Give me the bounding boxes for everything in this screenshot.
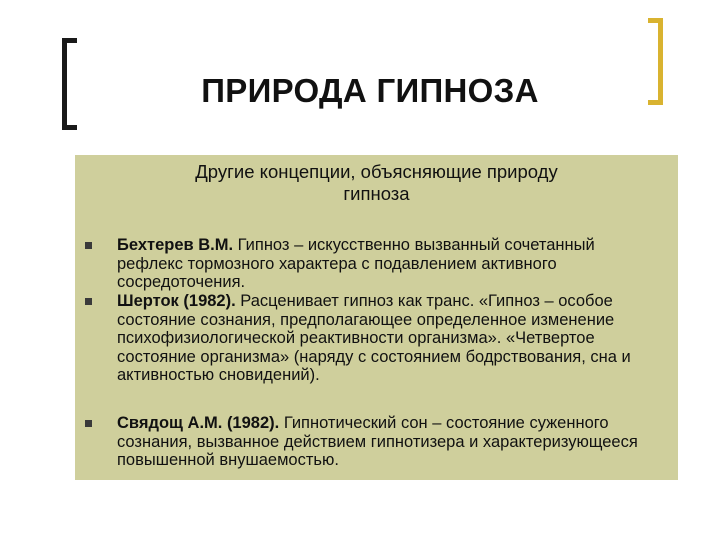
content-panel [75, 155, 678, 480]
list-item [117, 414, 665, 470]
item-author: Свядощ А.М. (1982). [117, 414, 280, 432]
list-item [117, 292, 665, 385]
left-bracket-bottom [62, 125, 77, 130]
right-bracket-top [648, 18, 663, 23]
bullet-square-icon [85, 298, 92, 305]
left-bracket-vertical [62, 38, 67, 130]
item-text: Гипноз – искусственно вызванный сочетанный рефлекс тормозного характера с подавлением активного сосредоточения. [117, 236, 595, 292]
right-bracket-bottom [648, 100, 663, 105]
left-bracket-top [62, 38, 77, 43]
bullet-square-icon [85, 242, 92, 249]
bullet-square-icon [85, 420, 92, 427]
slide-title: ПРИРОДА ГИПНОЗА [201, 72, 539, 109]
item-text: Расценивает гипноз как транс. «Гипноз – особое состояние сознания, предполагающее определенное изменение психофизиологической реактивности организма». «Четвертое состояние организма» (наряду с состоянием бодрствования, сна и активностью сновидений). [117, 292, 631, 385]
item-author: Шерток (1982). [117, 292, 236, 310]
panel-subtitle: Другие концепции, объясняющие природу гипноза [195, 161, 558, 204]
list-item [117, 236, 665, 292]
item-text: Гипнотический сон – состояние суженного сознания, вызванное действием гипнотизера и характеризующееся повышенной внушаемостью. [117, 414, 638, 470]
right-bracket-vertical [658, 18, 663, 105]
item-author: Бехтерев В.М. [117, 236, 234, 254]
